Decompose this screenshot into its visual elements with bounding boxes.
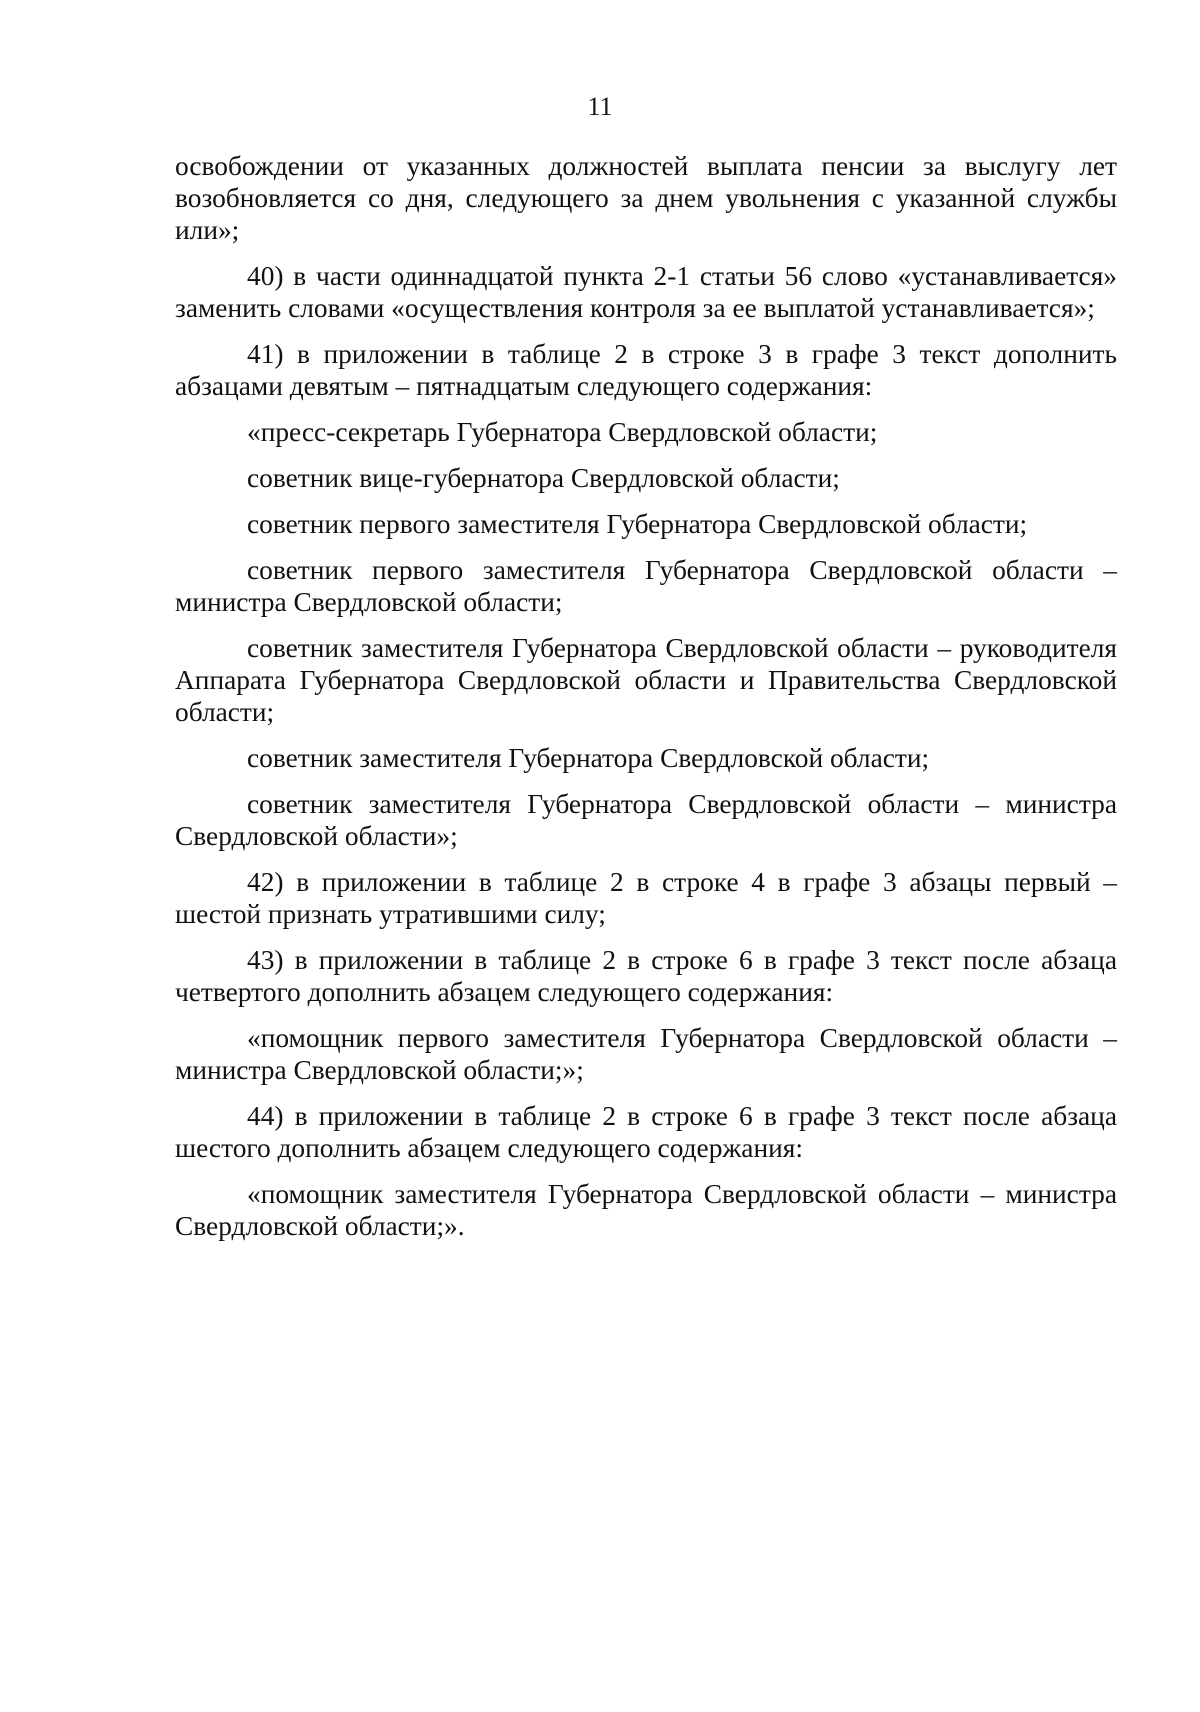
paragraph-item-41: 41) в приложении в таблице 2 в строке 3 в графе 3 текст дополнить абзацами девятым – пятнадцатым следующего содержания: bbox=[175, 339, 1117, 401]
paragraph-continuation: освобождении от указанных должностей выплата пенсии за выслугу лет возобновляется со дня, следующего за днем увольнения с указанной службы или»; bbox=[175, 151, 1117, 245]
paragraph-quote-assistant-deputy-minister: «помощник заместителя Губернатора Свердловской области – министра Свердловской области;». bbox=[175, 1179, 1117, 1241]
paragraph-quote-assistant-first-deputy-minister: «помощник первого заместителя Губернатора Свердловской области – министра Свердловской области;»; bbox=[175, 1023, 1117, 1085]
paragraph-quote-advisor-deputy-minister: советник заместителя Губернатора Свердловской области – министра Свердловской области»; bbox=[175, 789, 1117, 851]
paragraph-item-40: 40) в части одиннадцатой пункта 2-1 статьи 56 слово «устанавливается» заменить словами «осуществления контроля за ее выплатой устанавливается»; bbox=[175, 261, 1117, 323]
paragraph-item-44: 44) в приложении в таблице 2 в строке 6 в графе 3 текст после абзаца шестого дополнить абзацем следующего содержания: bbox=[175, 1101, 1117, 1163]
page-number: 11 bbox=[587, 92, 613, 121]
paragraph-item-42: 42) в приложении в таблице 2 в строке 4 в графе 3 абзацы первый – шестой признать утратившими силу; bbox=[175, 867, 1117, 929]
paragraph-quote-advisor-deputy-head-of-staff: советник заместителя Губернатора Свердловской области – руководителя Аппарата Губернатора Свердловской области и Правительства Свердловской области; bbox=[175, 633, 1117, 727]
paragraph-quote-advisor-first-deputy: советник первого заместителя Губернатора Свердловской области; bbox=[247, 509, 1028, 539]
paragraph-quote-press-secretary: «пресс-секретарь Губернатора Свердловской области; bbox=[247, 417, 878, 447]
paragraph-quote-advisor-first-deputy-minister: советник первого заместителя Губернатора Свердловской области – министра Свердловской области; bbox=[175, 555, 1117, 617]
paragraph-quote-advisor-vice-governor: советник вице-губернатора Свердловской области; bbox=[247, 463, 840, 493]
paragraph-item-43: 43) в приложении в таблице 2 в строке 6 в графе 3 текст после абзаца четвертого дополнить абзацем следующего содержания: bbox=[175, 945, 1117, 1007]
document-body bbox=[175, 150, 1117, 1256]
paragraph-quote-advisor-deputy: советник заместителя Губернатора Свердловской области; bbox=[247, 743, 930, 773]
